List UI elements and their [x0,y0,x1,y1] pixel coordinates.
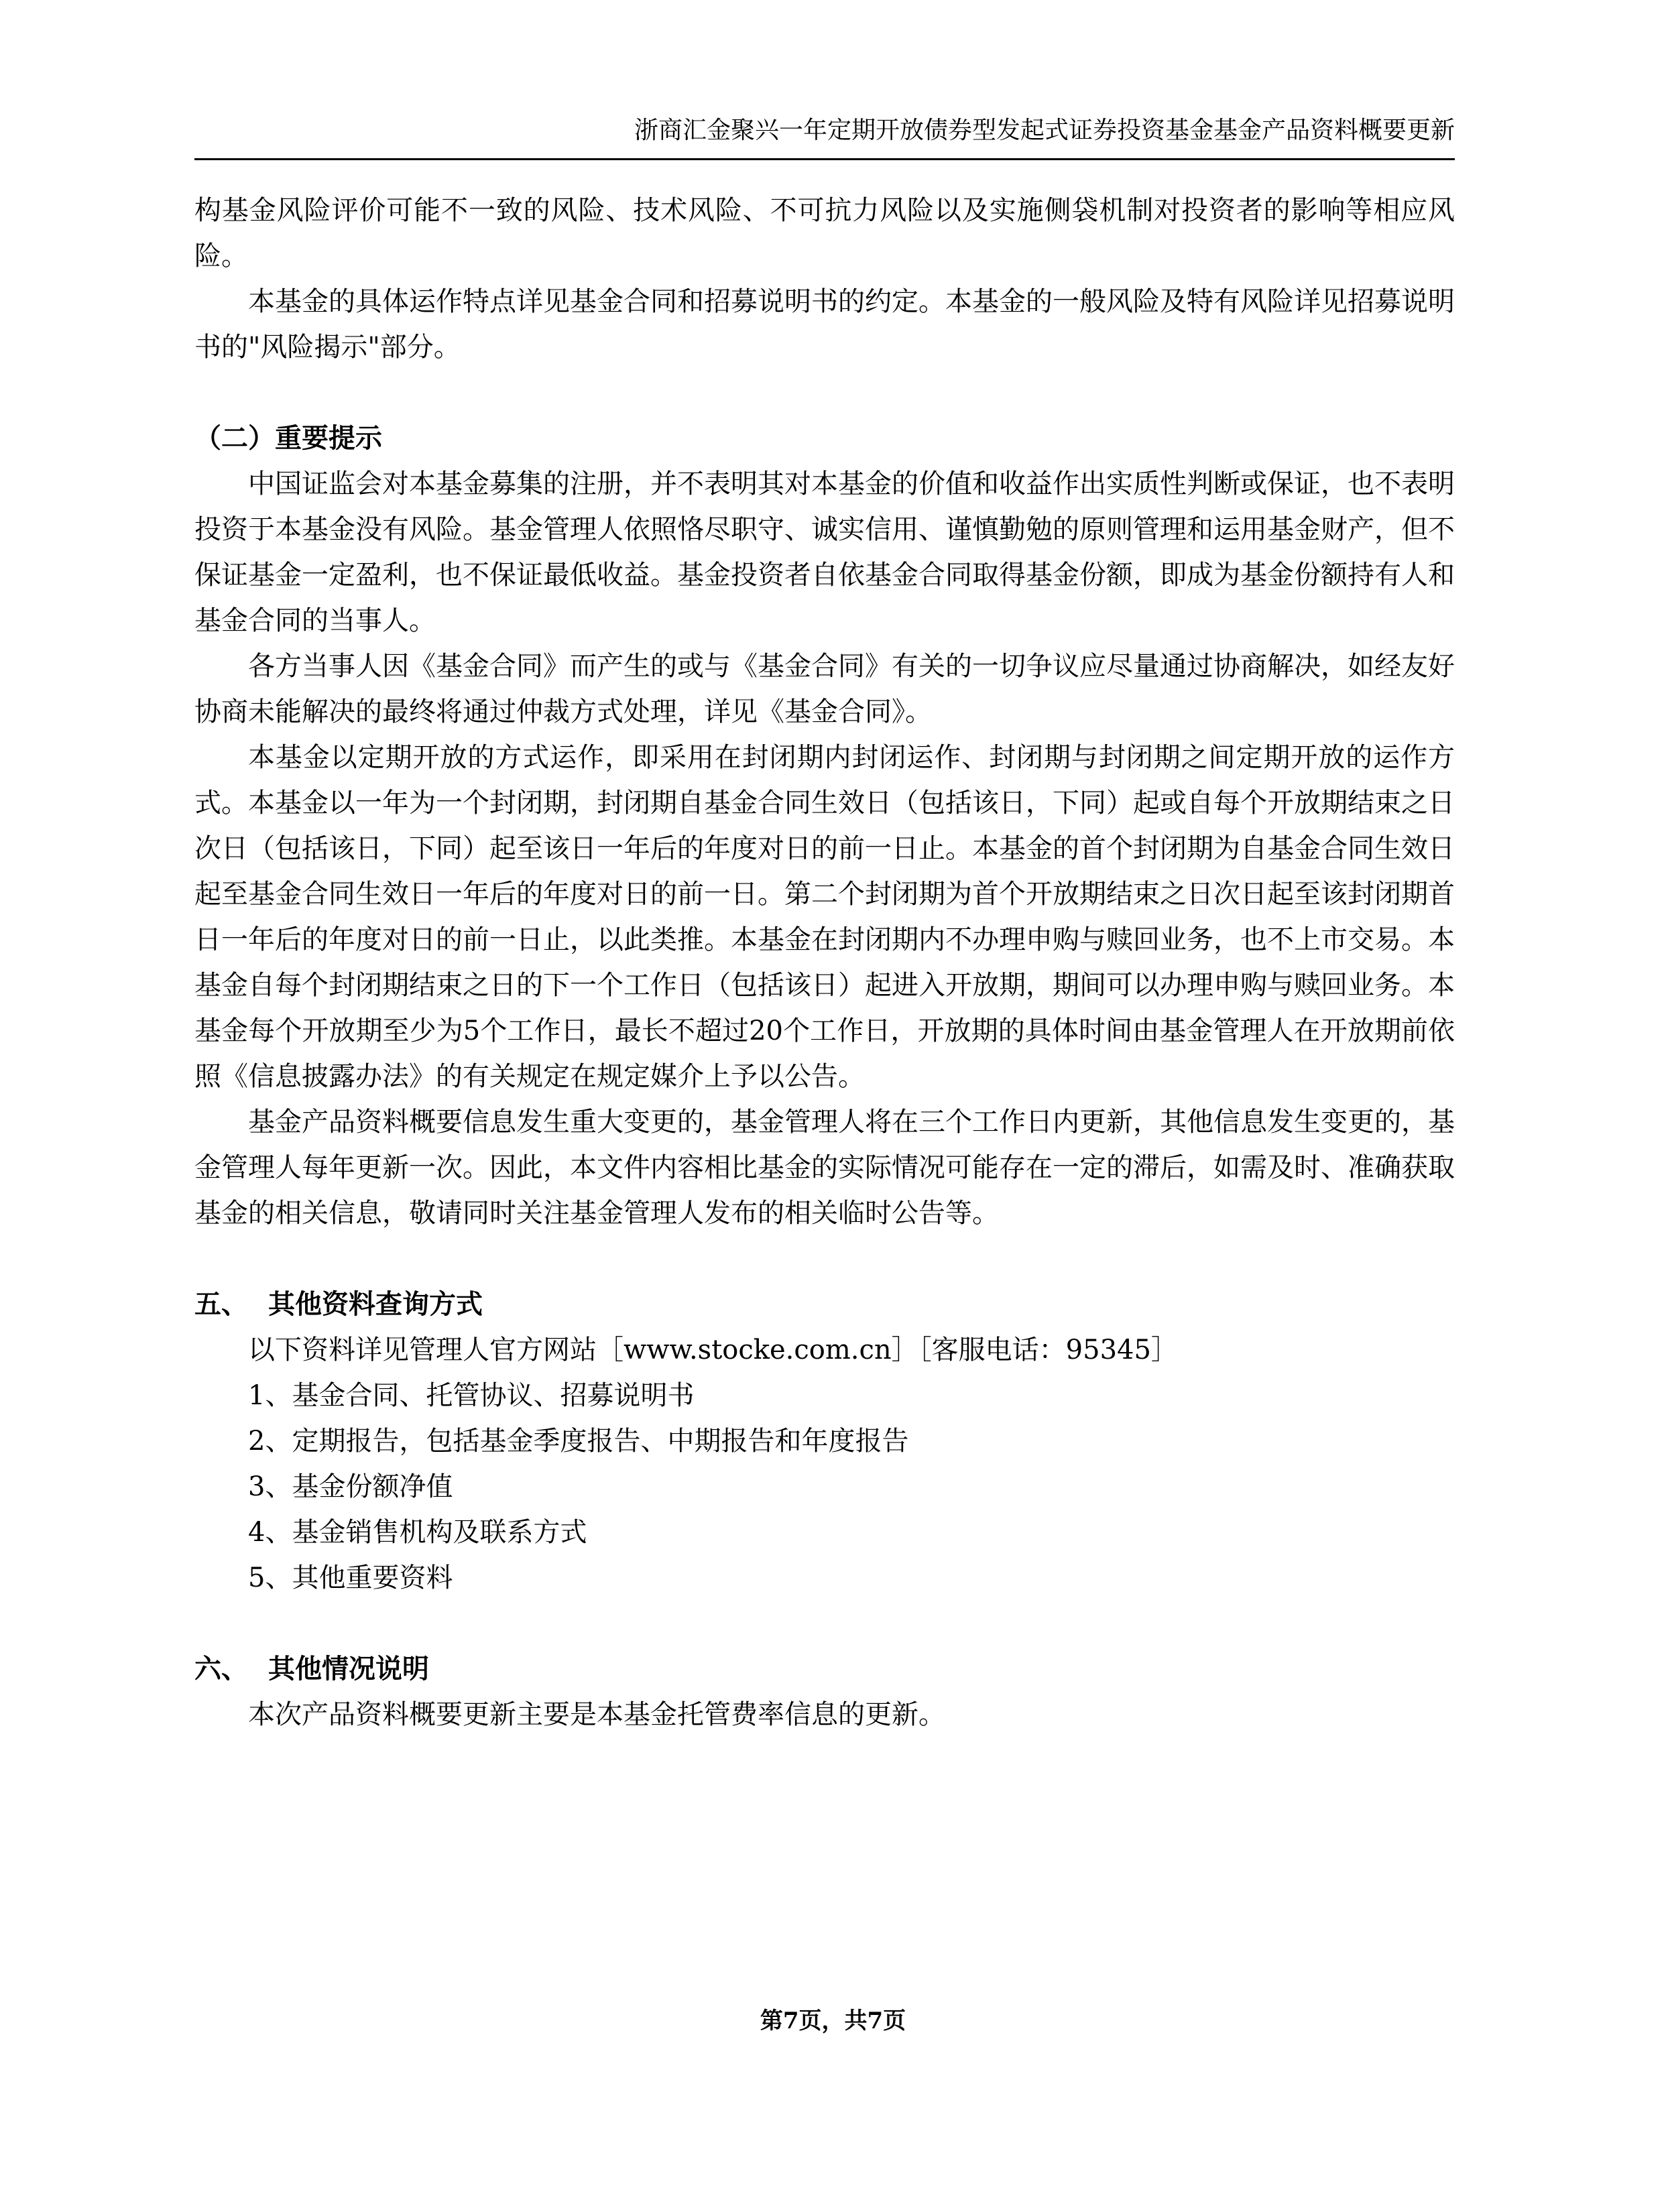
risk-paragraph-continued: 构基金风险评价可能不一致的风险、技术风险、不可抗力风险以及实施侧袋机制对投资者的影响等相应风险。 [194,195,1455,271]
list-item: 5、其他重要资料 [248,1562,453,1593]
notice-paragraph-operation: 本基金以定期开放的方式运作，即采用在封闭期内封闭运作、封闭期与封闭期之间定期开放的运作方式。本基金以一年为一个封闭期，封闭期自基金合同生效日（包括该日，下同）起或自每个开放期结束之日次日（包括该日，下同）起至该日一年后的年度对日的前一日止。本基金的首个封闭期为自基金合同生效日起至基金合同生效日一年后的年度对日的前一日。第二个封闭期为首个开放期结束之日次日起至该封闭期首日一年后的年度对日的前一日止，以此类推。本基金在封闭期内不办理申购与赎回业务，也不上市交易。本基金自每个封闭期结束之日的下一个工作日（包括该日）起进入开放期，期间可以办理申购与赎回业务。本基金每个开放期至少为5个工作日，最长不超过20个工作日，开放期的具体时间由基金管理人在开放期前依照《信息披露办法》的有关规定在规定媒介上予以公告。 [194,742,1455,1092]
document-header: 浙商汇金聚兴一年定期开放债券型发起式证券投资基金基金产品资料概要更新 [634,117,1455,144]
spacer [194,1601,1455,1646]
risk-paragraph-reference: 本基金的具体运作特点详见基金合同和招募说明书的约定。本基金的一般风险及特有风险详见招募说明书的"风险揭示"部分。 [194,286,1455,363]
document-body [194,188,1455,1737]
section5-intro: 以下资料详见管理人官方网站［www.stocke.com.cn］［客服电话：95345］ [248,1335,1178,1365]
list-item: 1、基金合同、托管协议、招募说明书 [248,1380,695,1411]
important-notice-heading: （二）重要提示 [194,422,382,454]
notice-paragraph-disputes: 各方当事人因《基金合同》而产生的或与《基金合同》有关的一切争议应尽量通过协商解决，如经友好协商未能解决的最终将通过仲裁方式处理，详见《基金合同》。 [194,651,1455,727]
section5-title: 其他资料查询方式 [268,1288,483,1320]
header-divider [194,158,1455,160]
section6-title: 其他情况说明 [268,1653,429,1684]
notice-paragraph-registration: 中国证监会对本基金募集的注册，并不表明其对本基金的价值和收益作出实质性判断或保证，也不表明投资于本基金没有风险。基金管理人依照恪尽职守、诚实信用、谨慎勤勉的原则管理和运用基金财产，但不保证基金一定盈利，也不保证最低收益。基金投资者自依基金合同取得基金份额，即成为基金份额持有人和基金合同的当事人。 [194,469,1455,636]
list-item: 4、基金销售机构及联系方式 [248,1517,587,1548]
section5-number: 五、 [194,1288,248,1320]
section5-heading [194,1282,1455,1327]
notice-paragraph-updates: 基金产品资料概要信息发生重大变更的，基金管理人将在三个工作日内更新，其他信息发生变更的，基金管理人每年更新一次。因此，本文件内容相比基金的实际情况可能存在一定的滞后，如需及时、准确获取基金的相关信息，敬请同时关注基金管理人发布的相关临时公告等。 [194,1107,1455,1229]
spacer [194,370,1455,416]
list-item: 3、基金份额净值 [248,1471,453,1502]
section6-text: 本次产品资料概要更新主要是本基金托管费率信息的更新。 [248,1699,945,1730]
page-number: 第7页，共7页 [760,2008,906,2034]
spacer [194,1236,1455,1282]
section6-number: 六、 [194,1653,248,1684]
section6-heading [194,1646,1455,1692]
list-item: 2、定期报告，包括基金季度报告、中期报告和年度报告 [248,1426,909,1457]
